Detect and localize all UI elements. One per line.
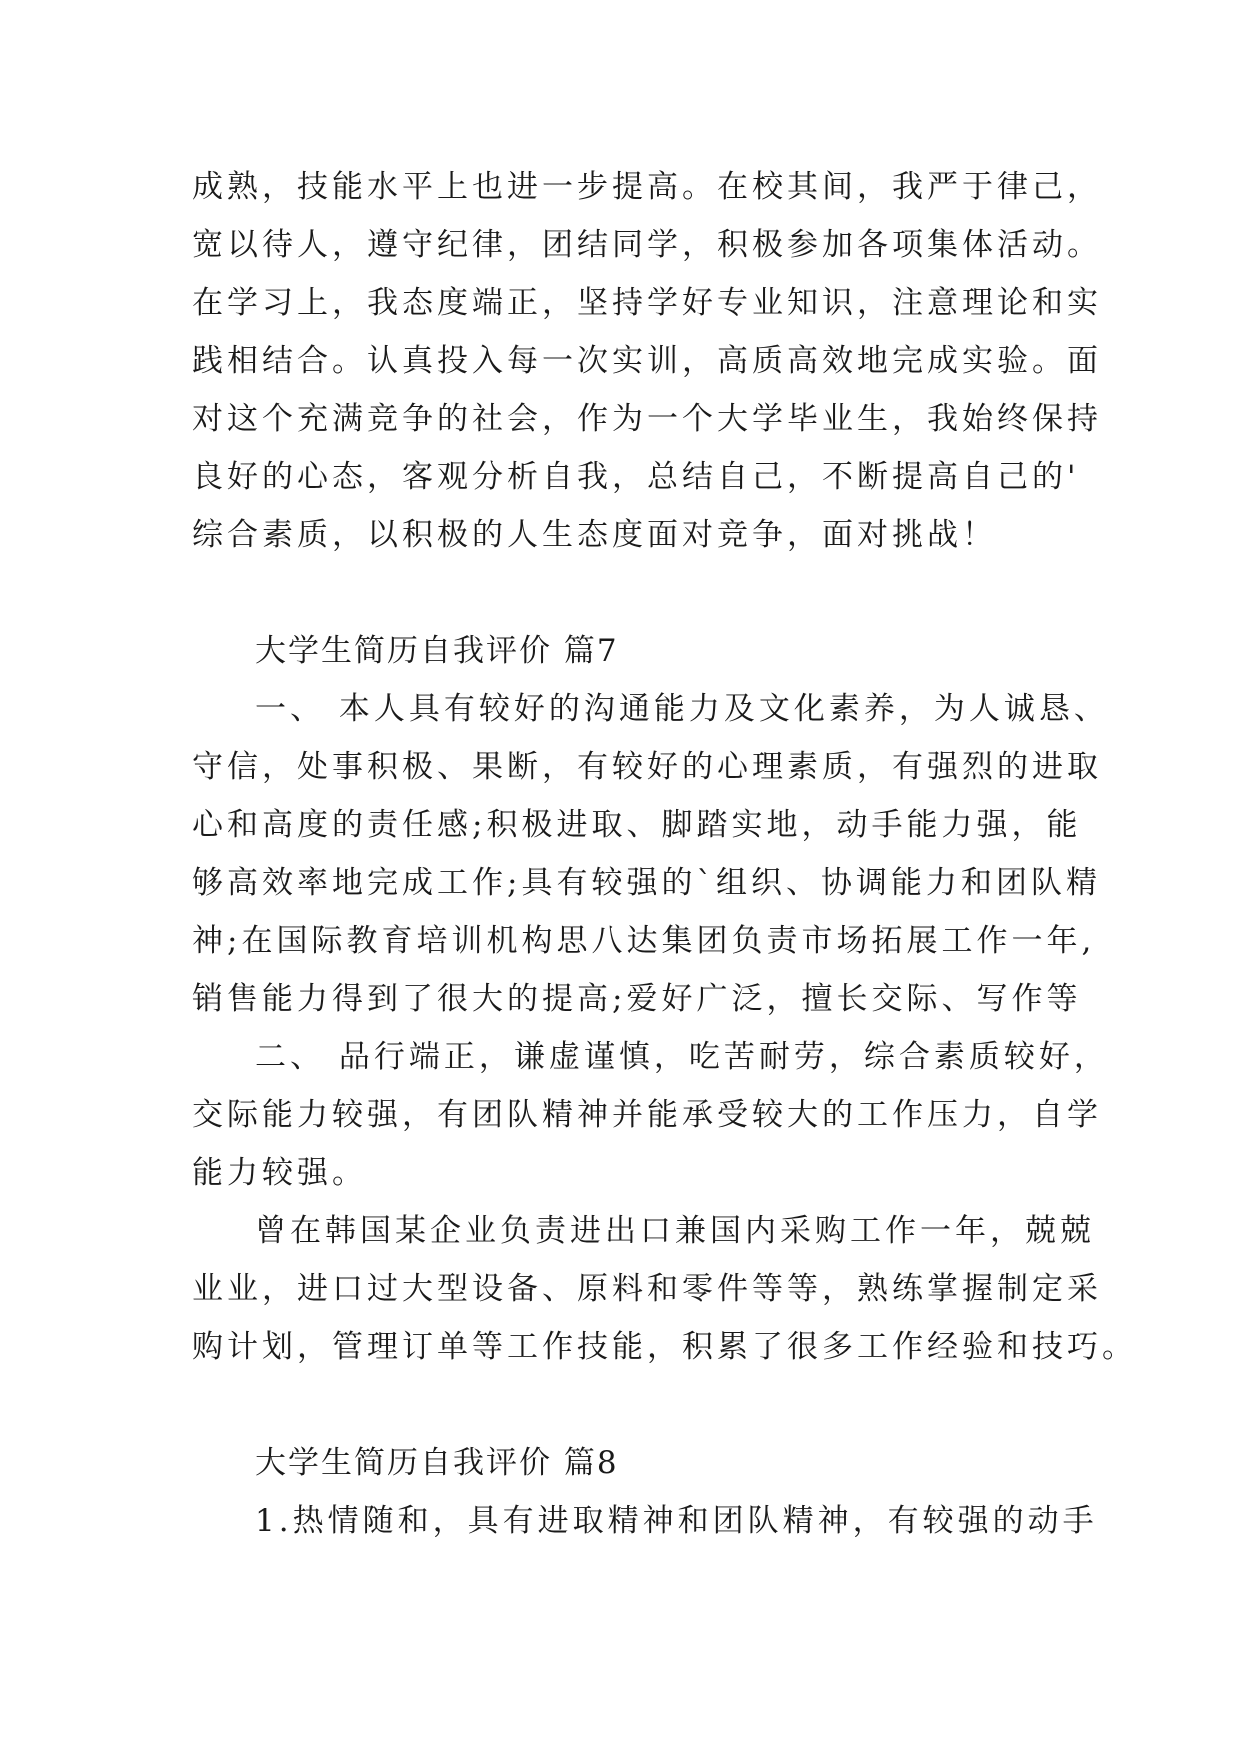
section-heading: 大学生简历自我评价 篇8 xyxy=(255,1445,619,1481)
section-heading: 大学生简历自我评价 篇7 xyxy=(255,633,619,669)
body-line: 成熟，技能水平上也进一步提高。在校其间，我严于律己， xyxy=(192,169,1102,205)
body-line: 良好的心态，客观分析自我，总结自己，不断提高自己的' xyxy=(192,459,1080,495)
body-line: 1.热情随和，具有进取精神和团队精神，有较强的动手 xyxy=(255,1503,1098,1539)
body-line: 一、 本人具有较好的沟通能力及文化素养，为人诚恳、 xyxy=(255,691,1109,727)
body-line: 二、 品行端正，谦虚谨慎，吃苦耐劳，综合素质较好， xyxy=(255,1039,1109,1075)
body-line: 购计划，管理订单等工作技能，积累了很多工作经验和技巧。 xyxy=(192,1329,1137,1365)
body-line: 够高效率地完成工作;具有较强的`组织、协调能力和团队精 xyxy=(192,865,1101,901)
body-line: 守信，处事积极、果断，有较好的心理素质，有强烈的进取 xyxy=(192,749,1102,785)
document-page xyxy=(192,158,1137,1550)
body-line: 对这个充满竞争的社会，作为一个大学毕业生，我始终保持 xyxy=(192,401,1102,437)
section-gap xyxy=(192,564,1072,622)
body-line: 践相结合。认真投入每一次实训，高质高效地完成实验。面 xyxy=(192,343,1102,379)
section-gap xyxy=(192,1376,1072,1434)
body-line: 心和高度的责任感;积极进取、脚踏实地，动手能力强，能 xyxy=(192,807,1082,843)
body-line: 宽以待人，遵守纪律，团结同学，积极参加各项集体活动。 xyxy=(192,227,1102,263)
body-line: 在学习上，我态度端正，坚持学好专业知识，注意理论和实 xyxy=(192,285,1102,321)
body-line: 神;在国际教育培训机构思八达集团负责市场拓展工作一年, xyxy=(192,923,1096,959)
body-line: 能力较强。 xyxy=(192,1155,367,1191)
body-line: 交际能力较强，有团队精神并能承受较大的工作压力，自学 xyxy=(192,1097,1102,1133)
body-line: 综合素质，以积极的人生态度面对竞争，面对挑战！ xyxy=(192,517,997,553)
body-line: 曾在韩国某企业负责进出口兼国内采购工作一年，兢兢 xyxy=(255,1213,1095,1249)
body-line: 销售能力得到了很大的提高;爱好广泛，擅长交际、写作等 xyxy=(192,981,1082,1017)
body-line: 业业，进口过大型设备、原料和零件等等，熟练掌握制定采 xyxy=(192,1271,1102,1307)
